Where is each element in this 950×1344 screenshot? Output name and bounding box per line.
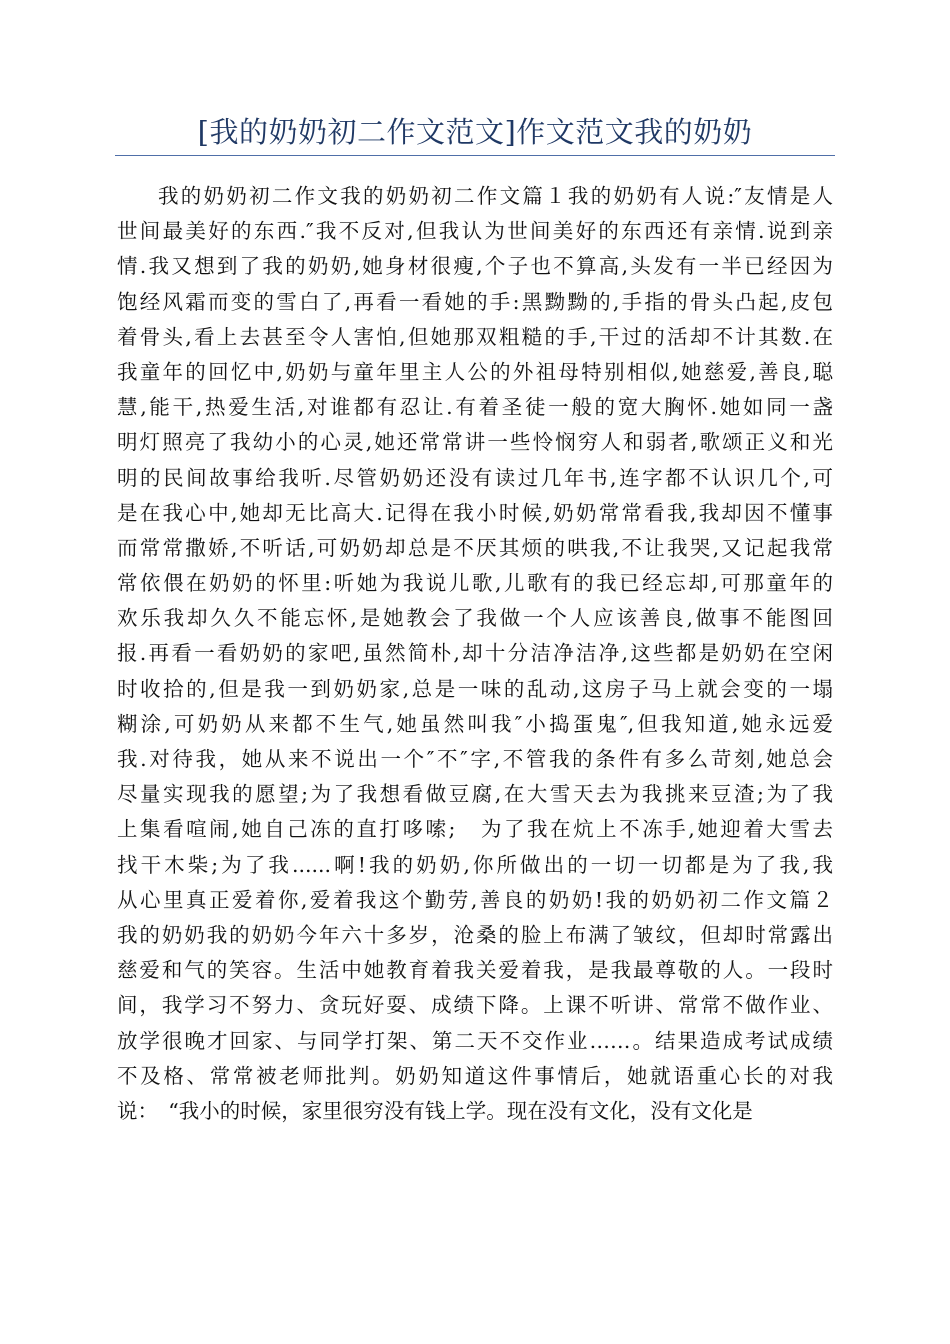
body-line: 明的民间故事给我听.尽管奶奶还没有读过几年书,连字都不认识几个,可 [117,465,833,490]
body-line: 慧,能干,热爱生活,对谁都有忍让.有着圣徒一般的宽大胸怀.她如同一盏 [117,395,833,420]
body-line: 情.我又想到了我的奶奶,她身材很瘦,个子也不算高,头发有一半已经因为 [117,254,833,279]
title-underline [115,155,835,156]
body-line: 说： “我小的时候，家里很穷没有钱上学。现在没有文化，没有文化是 [117,1098,753,1123]
body-line: 找干木柴;为了我......啊!我的奶奶,你所做出的一切一切都是为了我,我 [117,852,833,877]
body-line: 而常常撒娇,不听话,可奶奶却总是不厌其烦的哄我,不让我哭,又记起我常 [117,535,833,560]
body-line: 明灯照亮了我幼小的心灵,她还常常讲一些怜悯穷人和弱者,歌颂正义和光 [117,430,833,455]
body-line: 放学很晚才回家、与同学打架、第二天不交作业……。结果造成考试成绩 [117,1028,833,1053]
body-line: 我.对待我，她从来不说出一个″不″字,不管我的条件有多么苛刻,她总会 [117,747,833,771]
body-line: 间，我学习不努力、贪玩好耍、成绩下降。上课不听讲、常常不做作业、 [117,993,833,1018]
body-line: 我的奶奶我的奶奶今年六十多岁，沧桑的脸上布满了皱纹，但却时常露出 [117,922,833,947]
body-line: 不及格、常常被老师批判。奶奶知道这件事情后，她就语重心长的对我 [117,1063,833,1088]
body-line: 欢乐我却久久不能忘怀,是她教会了我做一个人应该善良,做事不能图回 [117,606,833,631]
body-line: 从心里真正爱着你,爱着我这个勤劳,善良的奶奶!我的奶奶初二作文篇２ [117,887,833,912]
body-line: 报.再看一看奶奶的家吧,虽然简朴,却十分洁净洁净,这些都是奶奶在空闲 [117,641,833,666]
body-line: 常依偎在奶奶的怀里:听她为我说儿歌,儿歌有的我已经忘却,可那童年的 [117,571,833,596]
body-line: 我的奶奶初二作文我的奶奶初二作文篇１我的奶奶有人说:″友情是人 [158,184,833,208]
body-line: 我童年的回忆中,奶奶与童年里主人公的外祖母特别相似,她慈爱,善良,聪 [117,359,833,384]
body-line: 着骨头,看上去甚至令人害怕,但她那双粗糙的手,干过的活却不计其数.在 [117,324,833,349]
body-line: 世间最美好的东西.″我不反对,但我认为世间美好的东西还有亲情.说到亲 [117,219,833,244]
body-line: 饱经风霜而变的雪白了,再看一看她的手:黑黝黝的,手指的骨头凸起,皮包 [117,289,833,314]
body-line: 上集看喧闹,她自己冻的直打哆嗦; 为了我在炕上不冻手,她迎着大雪去 [117,817,833,842]
body-line: 慈爱和气的笑容。生活中她教育着我关爱着我，是我最尊敬的人。一段时 [117,958,833,983]
document-body [117,179,833,1129]
body-line: 时收拾的,但是我一到奶奶家,总是一味的乱动,这房子马上就会变的一塌 [117,676,833,701]
document-title: [我的奶奶初二作文范文]作文范文我的奶奶 [197,115,753,149]
body-line: 是在我心中,她却无比高大.记得在我小时候,奶奶常常看我,我却因不懂事 [117,500,833,525]
body-line: 尽量实现我的愿望;为了我想看做豆腐,在大雪天去为我挑来豆渣;为了我 [117,782,833,807]
body-line: 糊涂,可奶奶从来都不生气,她虽然叫我″小捣蛋鬼″,但我知道,她永远爱 [117,711,833,736]
